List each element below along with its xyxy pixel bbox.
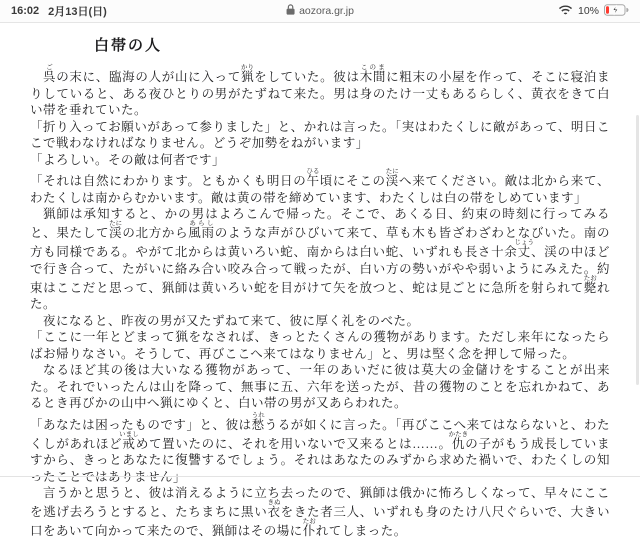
story-paragraph: 夜になると、昨夜の男が又たずねて来て、彼に厚く礼をのべた。: [43, 313, 420, 328]
ruby-annotated-word: 愁うれ: [251, 411, 265, 432]
story-paragraph: 言うかと思うと、彼は消えるように立ち去ったので、猟師は俄かに怖ろしくなって、早々にここを逃げ去ろうとすると、たちまちに黒い衣きぬをきた者三人、いずれも身のたけ八尺ぐらいで、大きい口をあいて向かって来たので、猟師はその場に仆たおれてしまった。: [30, 486, 610, 538]
ruby-annotated-word: 戒いまし: [119, 430, 139, 451]
ruby-annotated-word: 斃たお: [583, 274, 597, 295]
status-right: [558, 4, 629, 19]
ruby-annotated-word: 渓たに: [385, 168, 399, 188]
ruby-annotated-word: 仆たお: [302, 518, 316, 538]
story-body: [30, 64, 610, 540]
url-text: aozora.gr.jp: [299, 5, 354, 17]
ruby-annotated-word: 仇かたき: [448, 430, 469, 451]
story-paragraph: 「あなたは困ったものです」と、彼は愁うれうるが如くに言った。「再びここへ来てはならないと、わたくしがあれほど戒いましめて置いたのに、それを用いないで又来るとは……。仇かたきの子がもう成長していますから、きっとあなたに復讐するでしょう。それはあなたのみずから求めた禍いで、わたくしの知ったことではありません」: [30, 411, 610, 484]
page-content: [0, 23, 640, 540]
ruby-annotated-word: 渓たに: [109, 220, 123, 240]
ruby-annotated-word: 呉ご: [43, 64, 57, 84]
ruby-annotated-word: 午ひる: [306, 168, 320, 188]
lock-icon: [286, 4, 295, 18]
scrollbar[interactable]: [636, 115, 639, 385]
page-title: 白帯の人: [94, 38, 163, 54]
address-bar[interactable]: [286, 0, 354, 22]
status-time: 16:02: [11, 5, 40, 17]
status-bar: [0, 0, 640, 23]
wifi-icon: [558, 4, 573, 18]
ruby-annotated-word: 丈じょう: [514, 239, 534, 259]
battery-charging-icon: [604, 4, 629, 19]
story-paragraph: 「それは自然にわかります。ともかくも明日の午ひる頃にそこの渓たにへ来てください。敵は北から来て、わたくしは南からむかいます。敵は黄の帯を締めています、わたくしは白の帯をしめています」: [30, 168, 610, 205]
story-paragraph: 「よろしい。その敵は何者です」: [30, 152, 226, 167]
battery-percent: 10%: [577, 5, 599, 17]
ruby-annotated-word: 風雨あらし: [188, 220, 215, 240]
ruby-annotated-word: 木間このま: [359, 64, 387, 84]
story-paragraph: 「ここに一年とどまって猟をなされば、きっとたくさんの獲物があります。ただし来年になったらばお帰りなさい。そうして、再びここへ来てはなりません」と、男は堅く念を押して帰った。: [30, 330, 610, 361]
story-paragraph: 「折り入ってお願いがあって参りました」と、かれは言った。「実はわたくしに敵があって、明日ここで戦わなければなりません。どうぞ加勢をねがいます」: [30, 119, 610, 150]
story-paragraph: 呉ごの末に、臨海の人が山に入って猟かりをしていた。彼は木間このまに粗末の小屋を作って、そこに寝泊まりしていると、ある夜ひとりの男がたずねて来た。男は身のたけ一丈もあるらしく、黄衣をきて白い帯を垂れていた。: [30, 64, 610, 117]
story-paragraph: 猟師は承知すると、かの男はよろこんで帰った。そこで、あくる日、約束の時刻に行ってみると、果たして渓たにの北方から風雨あらしのような声がひびいて来て、草も木も皆ざわざわとなびいた。南の方も同様である。やがて北からは黄いろい蛇、南からは白い蛇、いずれも長さ十余丈じょう、渓の中ほどで行き合って、たがいに絡み合い咬み合って戦ったが、白い方の勢いがやや弱いようにみえた。約束はここだと思って、猟師は黄いろい蛇を目がけて矢を放つと、蛇は見ごとに急所を射られて斃たおれた。: [30, 207, 610, 311]
story-paragraph: なるほど其の後は大いなる獲物があって、一年のあいだに彼は莫大の金儲けをすることが出来た。それでいったんは山を降って、無事に五、六年を送ったが、昔の獲物のことを忘れかねて、あるとき再びかの山中へ猟にゆくと、白い帯の男が又あらわれた。: [30, 363, 610, 410]
ruby-annotated-word: 衣きぬ: [267, 499, 281, 519]
ruby-annotated-word: 猟かり: [240, 64, 255, 84]
status-date: 2月13日(日): [48, 6, 107, 18]
bottom-divider: [0, 476, 640, 477]
status-left: [11, 3, 107, 19]
